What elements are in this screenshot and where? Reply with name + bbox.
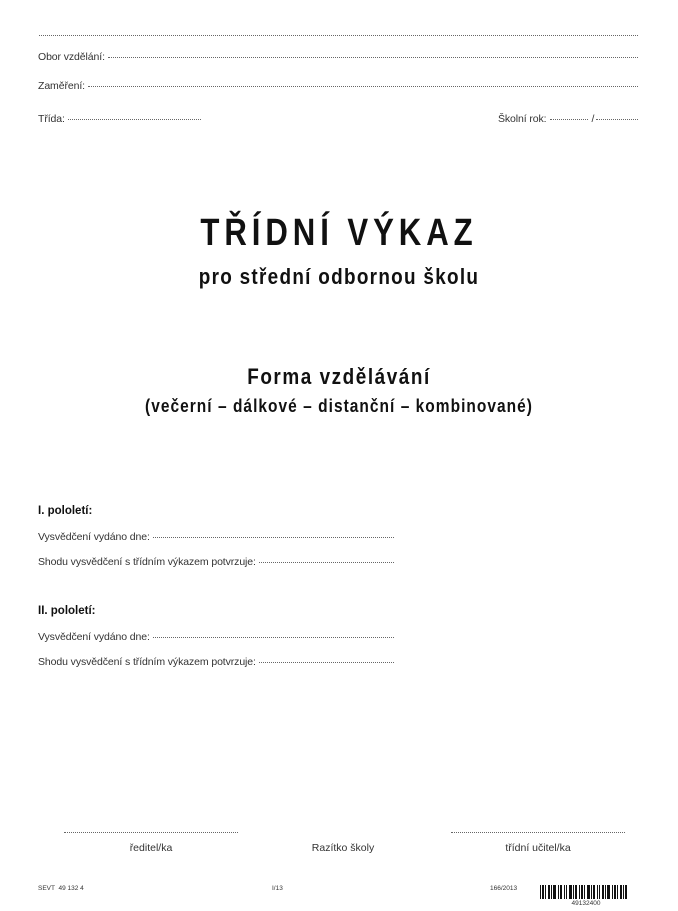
semester-2-issued-fill-line[interactable] (153, 637, 394, 638)
obor-vzdelani-field[interactable] (38, 51, 638, 63)
footer-edition: 166/2013 (490, 885, 518, 892)
form-options: (večerní – dálkové – distanční – kombinované) (145, 396, 533, 416)
zamereni-label: Zaměření: (38, 80, 85, 92)
director-signature-line[interactable] (64, 832, 238, 833)
semester-1-issued-fill-line[interactable] (153, 537, 394, 538)
skolni-rok-end-fill[interactable] (596, 119, 638, 120)
semester-1-issued-label: Vysvědčení vydáno dne: (38, 531, 150, 543)
school-stamp-label: Razítko školy (311, 842, 375, 854)
trida-label: Třída: (38, 113, 65, 125)
trida-field[interactable] (38, 113, 201, 125)
class-teacher-signature-line[interactable] (451, 832, 625, 833)
skolni-rok-field[interactable] (498, 113, 638, 125)
semester-2-confirm-field[interactable] (38, 656, 394, 668)
footer-form-code: SEVT 49 132 4 (38, 885, 84, 892)
document-subtitle: pro střední odbornou školu (198, 264, 480, 289)
semester-1-issued-field[interactable] (38, 531, 394, 543)
skolni-rok-start-fill[interactable] (550, 119, 588, 120)
semester-2-issued-field[interactable] (38, 631, 394, 643)
barcode-number: 49132400 (571, 900, 601, 907)
zamereni-field[interactable] (38, 80, 638, 92)
semester-1-confirm-field[interactable] (38, 556, 394, 568)
class-teacher-signature-label: třídní učitel/ka (505, 842, 571, 854)
footer-page-number: I/13 (272, 885, 283, 892)
barcode-icon (540, 885, 632, 899)
semester-1-heading: I. pololetí: (38, 505, 93, 517)
director-signature-label: ředitel/ka (129, 842, 173, 854)
semester-2-confirm-label: Shodu vysvědčení s třídním výkazem potvrzuje: (38, 656, 256, 668)
semester-2-confirm-fill-line[interactable] (259, 662, 394, 663)
semester-2-heading: II. pololetí: (38, 605, 96, 617)
form-heading: Forma vzdělávání (247, 364, 431, 389)
zamereni-fill-line[interactable] (88, 86, 638, 87)
semester-1-confirm-fill-line[interactable] (259, 562, 394, 563)
semester-2-issued-label: Vysvědčení vydáno dne: (38, 631, 150, 643)
skolni-rok-separator: / (591, 113, 595, 125)
obor-vzdelani-fill-line[interactable] (108, 57, 638, 58)
document-title: TŘÍDNÍ VÝKAZ (200, 212, 478, 254)
top-blank-field[interactable] (39, 35, 638, 36)
semester-1-confirm-label: Shodu vysvědčení s třídním výkazem potvrzuje: (38, 556, 256, 568)
skolni-rok-label: Školní rok: (498, 113, 547, 125)
obor-vzdelani-label: Obor vzdělání: (38, 51, 105, 63)
trida-fill-line[interactable] (68, 119, 201, 120)
